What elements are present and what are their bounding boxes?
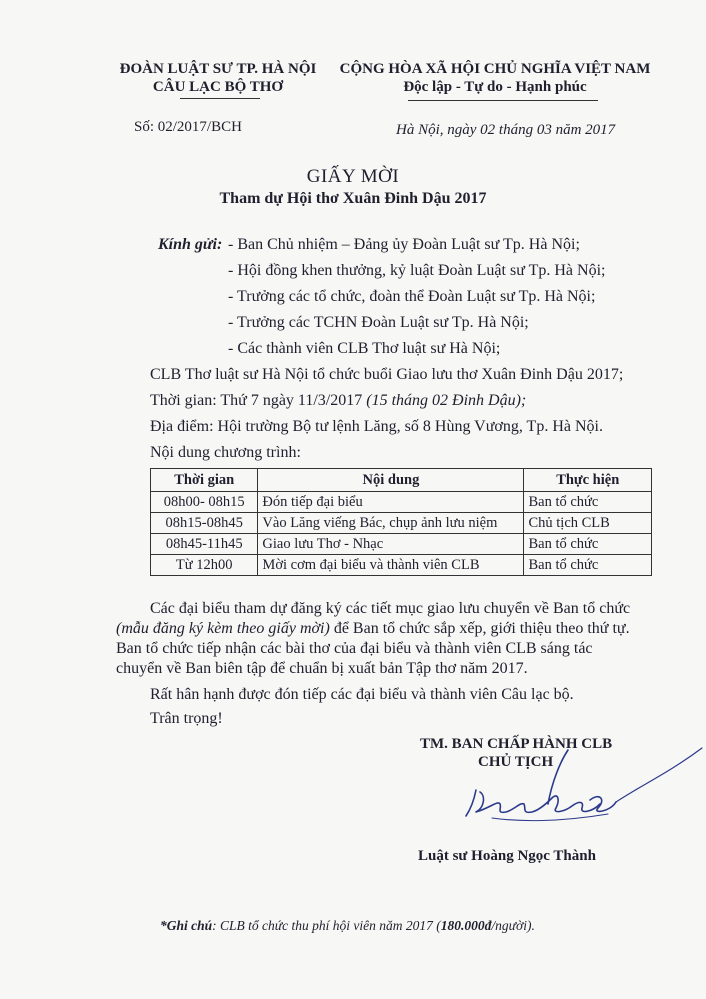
paragraph-line: Ban tổ chức tiếp nhận các bài thơ của đại biểu và thành viên CLB sáng tác (116, 640, 593, 657)
recipient-label-text: Kính gửi: (158, 236, 223, 253)
time-line (150, 392, 526, 410)
document-subtitle: Tham dự Hội thơ Xuân Đinh Dậu 2017 (219, 190, 487, 207)
lunar-date: (15 tháng 02 Đinh Dậu); (366, 392, 527, 409)
cell-content: Đón tiếp đại biểu (258, 492, 524, 513)
right-underline (408, 100, 598, 101)
paragraph-line: Các đại biểu tham dự đăng ký các tiết mục giao lưu chuyển về Ban tổ chức (150, 600, 631, 617)
table-row (151, 555, 652, 576)
national-motto: Độc lập - Tự do - Hạnh phúc (403, 79, 587, 95)
organization-name: ĐOÀN LUẬT SƯ TP. HÀ NỘI (119, 61, 317, 77)
form-note: (mẫu đăng ký kèm theo giấy mời) (116, 620, 330, 637)
column-header: Nội dung (258, 469, 524, 492)
fee-amount: 180.000đ (440, 918, 492, 933)
recipient-label (158, 236, 222, 254)
cell-content: Giao lưu Thơ - Nhạc (258, 534, 524, 555)
footnote-text: : CLB tổ chức thu phí hội viên năm 2017 ( (212, 918, 441, 933)
closing-line: Trân trọng! (150, 710, 223, 727)
paragraph-line: chuyển về Ban biên tập để chuẩn bị xuất bản Tập thơ năm 2017. (116, 660, 528, 677)
cell-time: 08h00- 08h15 (151, 492, 258, 513)
cell-time: 08h15-08h45 (151, 513, 258, 534)
cell-responsible: Ban tổ chức (524, 534, 652, 555)
paragraph-line (116, 620, 630, 638)
cell-content: Vào Lăng viếng Bác, chụp ảnh lưu niệm (258, 513, 524, 534)
cell-responsible: Chủ tịch CLB (524, 513, 652, 534)
program-label: Nội dung chương trình: (150, 444, 301, 461)
cell-content: Mời cơm đại biểu và thành viên CLB (258, 555, 524, 576)
organization-block (108, 60, 328, 96)
welcome-line: Rất hân hạnh được đón tiếp các đại biểu và thành viên Câu lạc bộ. (150, 686, 574, 703)
handwritten-signature (440, 742, 706, 834)
recipient-item: - Trưởng các TCHN Đoàn Luật sư Tp. Hà Nội; (228, 314, 529, 331)
document-title: GIẤY MỜI (306, 166, 400, 187)
recipient-item: - Ban Chủ nhiệm – Đảng ủy Đoàn Luật sư Tp. Hà Nội; (228, 236, 580, 253)
recipient-item: - Trưởng các tổ chức, đoàn thể Đoàn Luật sư Tp. Hà Nội; (228, 288, 596, 305)
cell-time: Từ 12h00 (151, 555, 258, 576)
left-underline (180, 98, 260, 99)
table-header-row (151, 469, 652, 492)
country-name: CỘNG HÒA XÃ HỘI CHỦ NGHĨA VIỆT NAM (339, 61, 651, 77)
cell-time: 08h45-11h45 (151, 534, 258, 555)
time-text: Thời gian: Thứ 7 ngày 11/3/2017 (150, 392, 367, 409)
recipient-item: - Hội đồng khen thưởng, kỷ luật Đoàn Luật sư Tp. Hà Nội; (228, 262, 606, 279)
recipient-item: - Các thành viên CLB Thơ luật sư Hà Nội; (228, 340, 501, 357)
paragraph-text: để Ban tổ chức sắp xếp, giới thiệu theo thứ tự. (329, 620, 630, 637)
intro-line: CLB Thơ luật sư Hà Nội tổ chức buổi Giao lưu thơ Xuân Đinh Dậu 2017; (150, 366, 624, 383)
cell-responsible: Ban tổ chức (524, 555, 652, 576)
footnote-label: *Ghi chú (160, 918, 213, 933)
footnote-text-end: /người). (491, 918, 535, 933)
document-number: Số: 02/2017/BCH (134, 119, 242, 135)
program-table (150, 468, 652, 576)
signatory-title: TM. BAN CHẤP HÀNH CLB (420, 736, 613, 752)
table-row (151, 492, 652, 513)
document-date: Hà Nội, ngày 02 tháng 03 năm 2017 (396, 122, 616, 138)
place-line: Địa điểm: Hội trường Bộ tư lệnh Lăng, số 8 Hùng Vương, Tp. Hà Nội. (150, 418, 603, 435)
signatory-name: Luật sư Hoàng Ngọc Thành (418, 848, 596, 864)
table-row (151, 534, 652, 555)
club-name: CÂU LẠC BỘ THƠ (152, 79, 284, 95)
footnote (160, 918, 535, 934)
table-row (151, 513, 652, 534)
column-header: Thực hiện (524, 469, 652, 492)
cell-responsible: Ban tổ chức (524, 492, 652, 513)
column-header: Thời gian (151, 469, 258, 492)
national-motto-block (330, 60, 660, 96)
signatory-role: CHỦ TỊCH (478, 754, 554, 770)
